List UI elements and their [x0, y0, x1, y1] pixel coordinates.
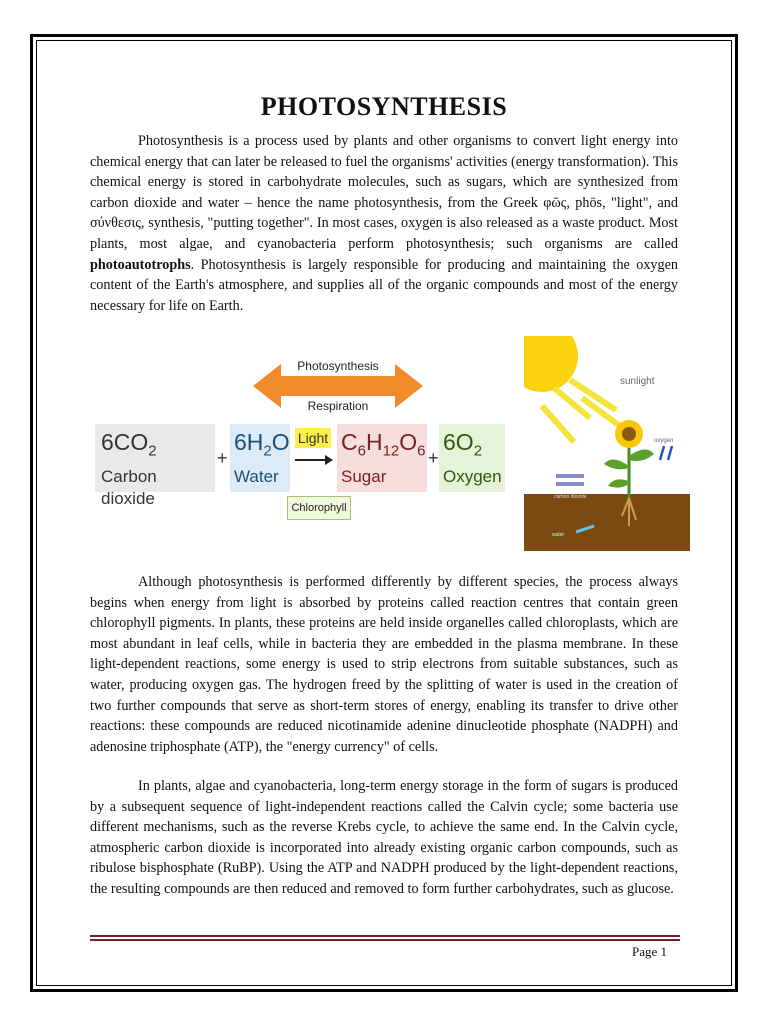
arrow-label-respiration: Respiration	[307, 399, 369, 413]
reaction-arrow-icon	[295, 454, 333, 466]
co2-name: Carbon dioxide	[101, 466, 157, 508]
reactant-h2o-box	[230, 424, 290, 492]
arrow-label-photosynthesis: Photosynthesis	[297, 359, 379, 373]
page-number: Page 1	[632, 944, 668, 959]
o2-name: Oxygen	[443, 466, 502, 486]
sunlight-plant-illustration	[524, 336, 690, 551]
oxygen-label: oxygen	[654, 438, 674, 444]
sugar-name: Sugar	[341, 466, 387, 486]
photosynthesis-equation-figure	[95, 356, 515, 526]
product-sugar-box	[337, 424, 427, 492]
intro-text-1: Photosynthesis is a process used by plants and other organisms to convert light energy into chemical energy that can later be released to fuel the organisms' activities (energy transformation). This chemical energy is stored in carbohydrate molecules, such as sugars, which are synthesized from carbon dioxide and water – hence the name photosynthesis, from the Greek φῶς, phōs, "light", and σύνθεσις, synthesis, "putting together". In most cases, oxygen is also released as a waste product. Most plants, most algae, and cyanobacteria perform photosynthesis; such organisms are called	[90, 133, 678, 252]
soil	[524, 494, 690, 551]
product-o2-box	[439, 424, 505, 492]
o2-formula: $6O_2$	[443, 429, 483, 460]
footer-rule	[90, 935, 680, 941]
sunflower-icon	[615, 420, 643, 448]
h2o-formula: $6H_2O$	[234, 429, 290, 460]
plus-sign-1: +	[217, 448, 228, 468]
co2-formula: $6CO_2$	[101, 429, 157, 460]
paragraph-intro	[90, 131, 678, 316]
page-title: PHOTOSYNTHESIS	[260, 92, 508, 121]
light-label: Light	[295, 428, 331, 448]
intro-bold-term: photoautotrophs	[90, 256, 191, 273]
co2-diagram-label: carbon dioxide	[554, 494, 587, 500]
sugar-formula: $C_6H_{12}O_6$	[341, 429, 426, 460]
double-arrow-icon	[253, 356, 423, 416]
plus-sign-2: +	[428, 448, 439, 468]
sunlight-label: sunlight	[620, 376, 655, 387]
water-label: water	[552, 532, 565, 538]
intro-text-2: . Photosynthesis is largely responsible for producing and maintaining the oxygen content of the Earth's atmosphere, and supplies all of the organic compounds and most of the energy necessary for life on Earth.	[90, 256, 678, 314]
paragraph-calvin-cycle: In plants, algae and cyanobacteria, long-term energy storage in the form of sugars is produced by a subsequent sequence of light-independent reactions called the Calvin cycle; some bacteria use different mechanisms, such as the reverse Krebs cycle, to achieve the same end. In the Calvin cycle, atmospheric carbon dioxide is incorporated into already existing organic carbon compounds, such as ribulose bisphosphate (RuBP). Using the ATP and NADPH produced by the light-dependent reactions, the resulting compounds are then reduced and removed to form further carbohydrates, such as glucose.	[90, 778, 678, 897]
paragraph-light-reactions: Although photosynthesis is performed differently by different species, the process always begins when energy from light is absorbed by proteins called reaction centres that contain green chlorophyll pigments. In plants, these proteins are held inside organelles called chloroplasts, which are most abundant in leaf cells, while in bacteria they are embedded in the plasma membrane. In these light-dependent reactions, some energy is used to strip electrons from suitable substances, such as water, producing oxygen gas. The hydrogen freed by the splitting of water is used in the creation of two further compounds that serve as short-term stores of energy, enabling its transfer to drive other reactions: these compounds are reduced nicotinamide adenine dinucleotide phosphate (NADPH) and adenosine triphosphate (ATP), the "energy currency" of cells.	[90, 574, 678, 755]
h2o-name: Water	[234, 466, 279, 486]
reactant-co2-box	[95, 424, 215, 508]
chlorophyll-label: Chlorophyll	[287, 496, 351, 520]
